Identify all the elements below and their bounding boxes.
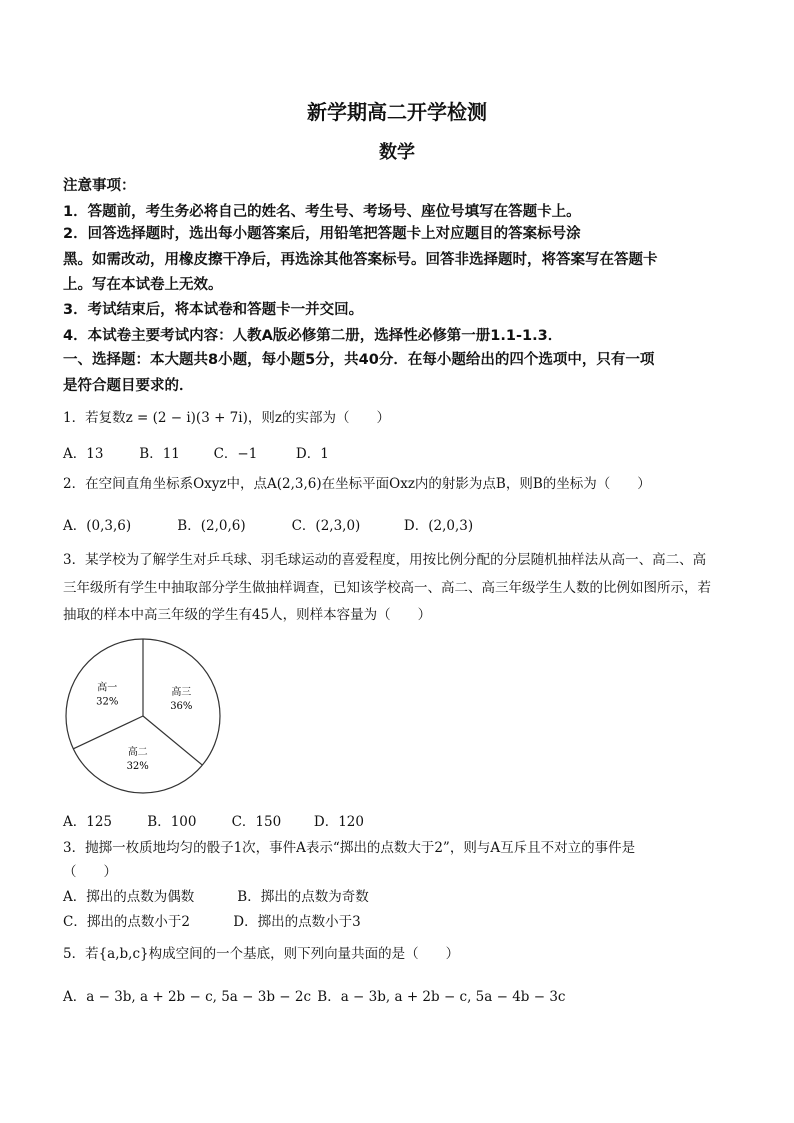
pie-slice-boundary <box>143 716 202 765</box>
q5-option-b: B．a − 3b, a + 2b − c, 5a − 4b − 3c <box>317 989 566 1005</box>
q4-stem-2: （ ） <box>63 864 117 880</box>
section-heading-1: 一、选择题：本大题共8小题，每小题5分，共40分．在每小题给出的四个选项中，只有一项 <box>63 352 655 368</box>
section-heading-2: 是符合题目要求的． <box>63 378 194 394</box>
exam-subject: 数学 <box>379 142 415 163</box>
pie-slice-boundary <box>73 716 143 749</box>
q3-option-b: B．100 <box>147 814 197 830</box>
q4-option-c: C．掷出的点数小于2 <box>63 914 190 930</box>
q4-option-d: D．掷出的点数小于3 <box>233 914 361 930</box>
pie-slice-percent: 32% <box>126 761 149 773</box>
q1-option-a: A．13 <box>63 446 104 462</box>
q3-option-a: A．125 <box>63 814 113 830</box>
q1-option-d: D．1 <box>295 446 329 462</box>
q2-option-c: C．(2,3,0) <box>291 518 361 534</box>
q3-stem-1: 3．某学校为了解学生对乒乓球、羽毛球运动的喜爱程度，用按比例分配的分层随机抽样法从高一、高二、高 <box>63 552 707 568</box>
pie-slice-label: 高三 <box>171 686 192 698</box>
note-2a: 2．回答选择题时，选出每小题答案后，用铅笔把答题卡上对应题目的答案标号涂 <box>63 226 581 242</box>
q2-option-b: B．(2,0,6) <box>177 518 246 534</box>
q3-options <box>63 810 735 830</box>
q1-option-b: B．11 <box>139 446 180 462</box>
note-2b: 黑。如需改动，用橡皮擦干净后，再选涂其他答案标号。回答非选择题时，将答案写在答题卡 <box>63 252 658 268</box>
pie-chart <box>63 636 223 796</box>
pie-slice-label: 高二 <box>127 747 148 759</box>
q2-options <box>63 514 735 534</box>
pie-slice-percent: 36% <box>170 700 193 712</box>
note-2c: 上。写在本试卷上无效。 <box>63 277 223 293</box>
q2-stem: 2．在空间直角坐标系Oxyz中，点A(2,3,6)在坐标平面Oxz内的射影为点B，则B的坐标为（ ） <box>63 476 651 492</box>
q3-option-d: D．120 <box>313 814 364 830</box>
q5-stem: 5．若{a,b,c}构成空间的一个基底，则下列向量共面的是（ ） <box>63 946 460 962</box>
q3-stem-2: 三年级所有学生中抽取部分学生做抽样调查，已知该学校高一、高二、高三年级学生人数的比例如图所示，若 <box>63 580 711 596</box>
q3-option-c: C．150 <box>231 814 282 830</box>
q3-stem-3: 抽取的样本中高三年级的学生有45人，则样本容量为（ ） <box>63 607 432 623</box>
q2-option-d: D．(2,0,3) <box>403 518 474 534</box>
q5-option-a: A．a − 3b, a + 2b − c, 5a − 3b − 2c <box>63 989 312 1005</box>
pie-slice-label: 高一 <box>97 682 118 694</box>
q1-option-c: C．−1 <box>213 446 258 462</box>
note-1: 1．答题前，考生务必将自己的姓名、考生号、考场号、座位号填写在答题卡上。 <box>63 204 581 220</box>
q1-stem: 1．若复数z = (2 − i)(3 + 7i)，则z的实部为（ ） <box>63 410 390 426</box>
q4-stem-1: 3．抛掷一枚质地均匀的骰子1次，事件A表示“掷出的点数大于2”，则与A互斥且不对立的事件是 <box>63 840 636 856</box>
exam-title: 新学期高二开学检测 <box>307 100 487 124</box>
q4-option-b: B．掷出的点数为奇数 <box>237 889 369 905</box>
q1-options <box>63 442 735 462</box>
q4-options-row-2 <box>63 910 735 930</box>
note-3: 3．考试结束后，将本试卷和答题卡一并交回。 <box>63 302 364 318</box>
q2-option-a: A．(0,3,6) <box>63 518 132 534</box>
q4-options-row-1 <box>63 885 735 905</box>
q4-option-a: A．掷出的点数为偶数 <box>63 889 195 905</box>
pie-slice-percent: 32% <box>96 696 119 708</box>
q5-options <box>63 985 735 1005</box>
notes-heading: 注意事项： <box>63 178 136 194</box>
note-4: 4．本试卷主要考试内容：人教A版必修第二册，选择性必修第一册1.1-1.3． <box>63 328 563 344</box>
